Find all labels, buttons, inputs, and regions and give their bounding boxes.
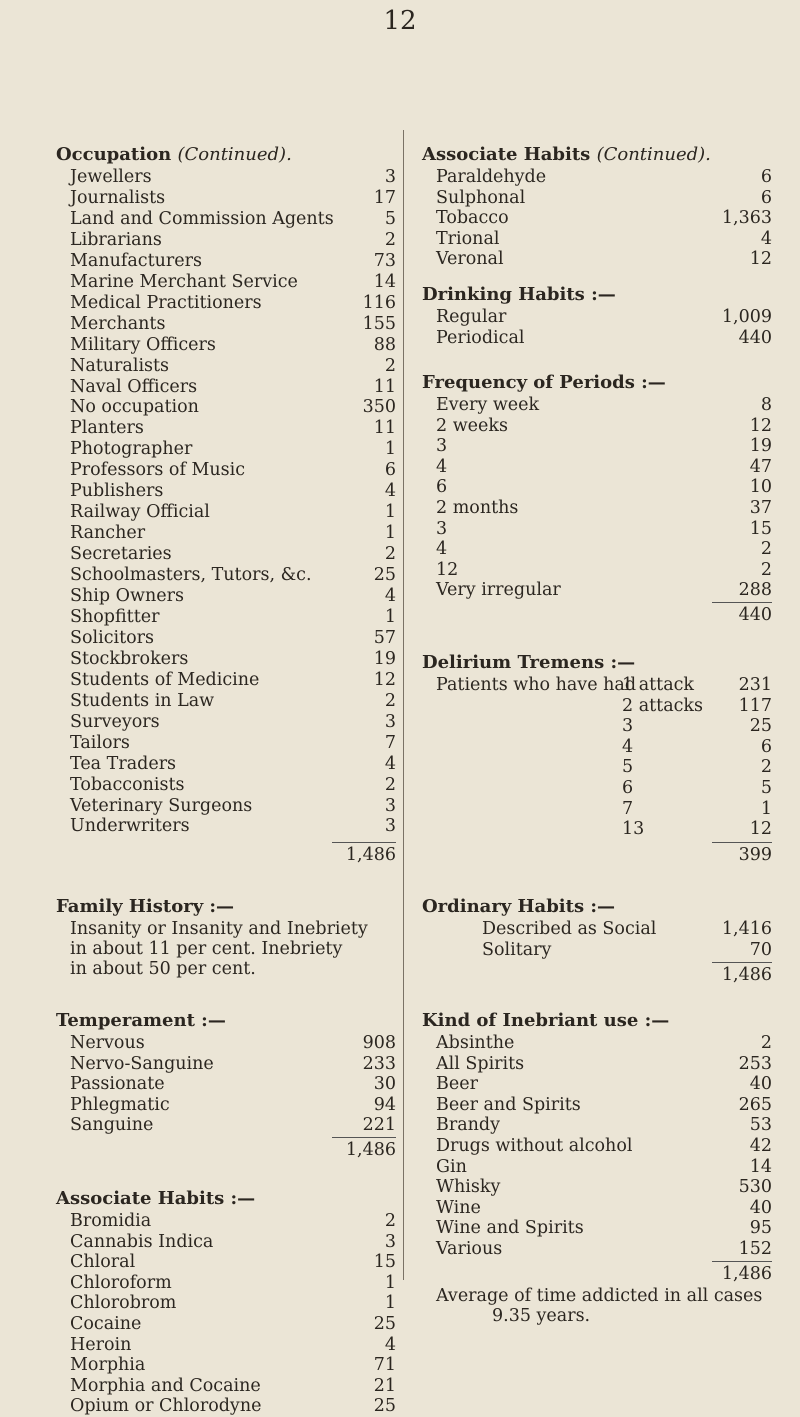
associate-habit-row xyxy=(70,1354,396,1376)
average-line: Average of time addicted in all cases xyxy=(436,1286,763,1306)
associate-habit-value: 25 xyxy=(373,1396,396,1417)
inebriant-total: 1,486 xyxy=(721,1264,772,1284)
occupation-row xyxy=(70,669,396,691)
ordinary-habit-value: 1,416 xyxy=(721,919,772,939)
delirium-row xyxy=(622,674,772,696)
occupation-label: Ship Owners xyxy=(70,586,184,606)
occupation-label: Schoolmasters, Tutors, &c. xyxy=(70,565,312,586)
temperament-total-rule xyxy=(332,1137,396,1138)
occupation-row xyxy=(70,648,396,670)
occupation-label: Naturalists xyxy=(70,355,170,376)
ordinary-habits-heading xyxy=(422,896,615,917)
occupation-row xyxy=(70,501,396,523)
occupation-label: Shopfitter xyxy=(70,606,160,627)
drinking-habits-heading-text: Drinking Habits :— xyxy=(422,284,616,305)
inebriant-label: Wine xyxy=(436,1197,481,1218)
temperament-row xyxy=(70,1114,396,1136)
occupation-row xyxy=(70,732,396,754)
inebriant-row xyxy=(436,1217,772,1239)
associate-habit-label: Trional xyxy=(436,228,500,249)
occupation-label: Tailors xyxy=(70,732,130,753)
occupation-value: 12 xyxy=(373,669,396,690)
inebriant-row xyxy=(436,1114,772,1136)
occupation-row xyxy=(70,166,396,188)
delirium-label: 5 xyxy=(622,757,634,778)
associate-habit-label: Heroin xyxy=(70,1334,132,1355)
delirium-value: 2 xyxy=(760,757,772,778)
inebriant-value: 42 xyxy=(749,1136,772,1156)
drinking-habit-value: 1,009 xyxy=(721,307,772,327)
column-divider xyxy=(403,130,404,1280)
occupation-label: Stockbrokers xyxy=(70,648,189,669)
delirium-label: 13 xyxy=(622,819,645,840)
occupation-value: 11 xyxy=(373,418,396,439)
associate-habit-row xyxy=(70,1231,396,1253)
inebriant-heading-text: Kind of Inebriant use :— xyxy=(422,1010,670,1031)
delirium-value: 5 xyxy=(760,778,772,798)
temperament-label: Passionate xyxy=(70,1074,165,1095)
delirium-total-rule xyxy=(712,842,772,843)
delirium-value: 6 xyxy=(760,736,772,757)
occupation-value: 3 xyxy=(384,167,396,187)
occupation-label: Students in Law xyxy=(70,690,215,711)
occupation-row xyxy=(70,543,396,565)
occupation-value: 3 xyxy=(384,816,396,837)
occupation-label: Tea Traders xyxy=(70,753,177,774)
frequency-total-rule xyxy=(712,602,772,603)
occupation-value: 19 xyxy=(373,648,396,669)
temperament-value: 908 xyxy=(362,1033,396,1053)
occupation-value: 2 xyxy=(384,355,396,376)
occupation-value: 350 xyxy=(362,397,396,418)
frequency-value: 19 xyxy=(749,436,772,457)
associate-habit-label: Morphia xyxy=(70,1355,146,1376)
occupation-row xyxy=(70,564,396,586)
frequency-value: 8 xyxy=(760,395,772,415)
occupation-label: Professors of Music xyxy=(70,460,246,481)
occupation-label: Military Officers xyxy=(70,334,216,355)
occupation-row xyxy=(70,208,396,230)
frequency-heading xyxy=(422,372,666,393)
delirium-row xyxy=(622,695,772,717)
occupation-row xyxy=(70,438,396,460)
ordinary-habit-value: 70 xyxy=(749,940,772,960)
associate-habit-value: 25 xyxy=(373,1314,396,1334)
associate-habit-label: Bromidia xyxy=(70,1211,152,1231)
inebriant-value: 95 xyxy=(749,1218,772,1239)
temperament-heading xyxy=(56,1010,226,1031)
occupation-row xyxy=(70,250,396,272)
delirium-heading-text: Delirium Tremens :— xyxy=(422,652,636,673)
frequency-label: 2 weeks xyxy=(436,415,508,436)
drinking-habits-heading xyxy=(422,284,616,305)
temperament-label: Nervo-Sanguine xyxy=(70,1053,214,1074)
temperament-label: Sanguine xyxy=(70,1115,154,1136)
temperament-total: 1,486 xyxy=(345,1140,396,1160)
occupation-label: Land and Commission Agents xyxy=(70,208,334,229)
inebriant-row xyxy=(436,1156,772,1178)
frequency-label: 4 xyxy=(436,456,448,477)
occupation-value: 3 xyxy=(384,711,396,732)
occupation-label: Secretaries xyxy=(70,544,172,565)
occupation-value: 2 xyxy=(384,690,396,711)
inebriant-value: 152 xyxy=(738,1239,772,1259)
associate-habit-row xyxy=(70,1251,396,1273)
delirium-heading xyxy=(422,652,635,673)
occupation-row xyxy=(70,627,396,649)
drinking-habit-row xyxy=(436,327,772,349)
delirium-label: 4 xyxy=(622,736,634,757)
occupation-row xyxy=(70,417,396,439)
frequency-label: 4 xyxy=(436,539,448,560)
delirium-value: 231 xyxy=(738,675,772,695)
frequency-row xyxy=(436,476,772,498)
temperament-row xyxy=(70,1053,396,1075)
delirium-row xyxy=(622,777,772,799)
occupation-row xyxy=(70,815,396,837)
occupation-value: 155 xyxy=(362,313,396,334)
temperament-row xyxy=(70,1032,396,1054)
inebriant-row xyxy=(436,1176,772,1198)
associate-habits-cont-heading-suffix: (Continued). xyxy=(596,144,711,165)
delirium-value: 117 xyxy=(738,695,772,716)
occupation-value: 11 xyxy=(373,376,396,397)
inebriant-label: Various xyxy=(436,1239,503,1259)
associate-habits-heading-text: Associate Habits :— xyxy=(56,1188,256,1209)
frequency-total: 440 xyxy=(738,605,772,625)
average-years: 9.35 years. xyxy=(492,1306,591,1326)
delirium-row xyxy=(622,715,772,737)
ordinary-total: 1,486 xyxy=(721,965,772,985)
occupation-value: 1 xyxy=(384,606,396,627)
frequency-row xyxy=(436,415,772,437)
frequency-label: 6 xyxy=(436,477,448,498)
occupation-row xyxy=(70,522,396,544)
temperament-label: Nervous xyxy=(70,1033,145,1053)
inebriant-row xyxy=(436,1073,772,1095)
associate-habit-value: 4 xyxy=(384,1334,396,1355)
occupation-value: 73 xyxy=(373,250,396,271)
occupation-row xyxy=(70,292,396,314)
occupation-label: Librarians xyxy=(70,229,162,250)
inebriant-row xyxy=(436,1135,772,1157)
inebriant-label: Whisky xyxy=(436,1177,501,1198)
occupation-row xyxy=(70,606,396,628)
occupation-value: 6 xyxy=(384,460,396,481)
inebriant-label: Brandy xyxy=(436,1115,501,1136)
occupation-value: 57 xyxy=(373,627,396,648)
family-history-line: in about 50 per cent. xyxy=(70,959,256,979)
delirium-label: 6 xyxy=(622,778,634,798)
delirium-value: 1 xyxy=(760,798,772,819)
delirium-value: 12 xyxy=(749,819,772,840)
frequency-row xyxy=(436,538,772,560)
frequency-label: 3 xyxy=(436,518,448,539)
occupation-row xyxy=(70,711,396,733)
associate-habit-label: Tobacco xyxy=(436,208,509,229)
inebriant-value: 40 xyxy=(749,1197,772,1218)
delirium-row xyxy=(622,736,772,758)
occupation-heading-text: Occupation xyxy=(56,144,172,165)
occupation-label: Photographer xyxy=(70,439,193,460)
occupation-label: Jewellers xyxy=(70,167,152,187)
occupation-value: 4 xyxy=(384,481,396,502)
occupation-value: 88 xyxy=(373,334,396,355)
occupation-row xyxy=(70,187,396,209)
occupation-row xyxy=(70,753,396,775)
occupation-label: Students of Medicine xyxy=(70,669,260,690)
occupation-label: Manufacturers xyxy=(70,250,202,271)
occupation-label: Solicitors xyxy=(70,627,155,648)
inebriant-label: Drugs without alcohol xyxy=(436,1136,633,1156)
occupation-label: Journalists xyxy=(70,187,166,208)
inebriant-value: 265 xyxy=(738,1094,772,1115)
occupation-row xyxy=(70,229,396,251)
occupation-value: 116 xyxy=(362,292,396,313)
ordinary-habits-heading-text: Ordinary Habits :— xyxy=(422,896,615,917)
occupation-value: 14 xyxy=(373,271,396,292)
ordinary-habit-label: Described as Social xyxy=(482,919,657,939)
occupation-value: 1 xyxy=(384,523,396,544)
associate-habit-label: Opium or Chlorodyne xyxy=(70,1396,262,1417)
frequency-label: Every week xyxy=(436,395,540,415)
occupation-label: Rancher xyxy=(70,523,146,544)
drinking-habit-row xyxy=(436,306,772,328)
delirium-prefix: Patients who have had xyxy=(436,675,637,695)
inebriant-value: 14 xyxy=(749,1156,772,1177)
associate-habit-value: 1 xyxy=(384,1272,396,1293)
occupation-label: Naval Officers xyxy=(70,376,198,397)
inebriant-total-rule xyxy=(712,1261,772,1262)
inebriant-value: 253 xyxy=(738,1053,772,1074)
associate-habit-row xyxy=(436,187,772,209)
occupation-label: Tobacconists xyxy=(70,774,185,795)
occupation-row xyxy=(70,334,396,356)
occupation-value: 1 xyxy=(384,502,396,523)
associate-habit-value: 6 xyxy=(760,167,772,187)
occupation-row xyxy=(70,313,396,335)
family-history-line: Insanity or Insanity and Inebriety xyxy=(70,919,368,939)
associate-habit-value: 15 xyxy=(373,1252,396,1273)
associate-habits-heading xyxy=(56,1188,255,1209)
occupation-value: 7 xyxy=(384,732,396,753)
frequency-row xyxy=(436,559,772,581)
occupation-total-rule xyxy=(332,842,396,843)
occupation-label: Publishers xyxy=(70,481,164,502)
associate-habit-value: 4 xyxy=(760,228,772,249)
family-history-heading xyxy=(56,896,234,917)
temperament-label: Phlegmatic xyxy=(70,1094,170,1115)
inebriant-row xyxy=(436,1032,772,1054)
frequency-value: 37 xyxy=(749,498,772,518)
occupation-value: 2 xyxy=(384,229,396,250)
ordinary-total-rule xyxy=(712,962,772,963)
family-history-line: in about 11 per cent. Inebriety xyxy=(70,939,343,959)
frequency-value: 10 xyxy=(749,477,772,498)
associate-habit-value: 6 xyxy=(760,187,772,208)
drinking-habit-label: Periodical xyxy=(436,328,525,348)
occupation-row xyxy=(70,376,396,398)
associate-habit-value: 1 xyxy=(384,1293,396,1314)
frequency-value: 47 xyxy=(749,456,772,477)
associate-habit-row xyxy=(436,166,772,188)
associate-habit-row xyxy=(70,1375,396,1397)
ordinary-habit-label: Solitary xyxy=(482,940,552,960)
frequency-label: Very irregular xyxy=(436,580,561,601)
associate-habit-row xyxy=(70,1210,396,1232)
associate-habit-label: Chloroform xyxy=(70,1272,172,1293)
associate-habit-value: 71 xyxy=(373,1355,396,1376)
frequency-row xyxy=(436,394,772,416)
associate-habit-label: Veronal xyxy=(436,249,504,270)
frequency-row xyxy=(436,435,772,457)
associate-habit-row xyxy=(70,1334,396,1356)
frequency-value: 12 xyxy=(749,415,772,436)
inebriant-row xyxy=(436,1238,772,1260)
inebriant-value: 530 xyxy=(738,1177,772,1198)
inebriant-row xyxy=(436,1197,772,1219)
occupation-label: Underwriters xyxy=(70,816,190,837)
frequency-label: 12 xyxy=(436,559,459,580)
delirium-label: 2 attacks xyxy=(622,695,704,716)
frequency-value: 2 xyxy=(760,559,772,580)
occupation-row xyxy=(70,355,396,377)
occupation-heading-suffix: (Continued). xyxy=(177,144,292,165)
occupation-label: Planters xyxy=(70,418,144,439)
occupation-label: Veterinary Surgeons xyxy=(70,795,253,816)
occupation-label: Marine Merchant Service xyxy=(70,271,298,292)
inebriant-heading xyxy=(422,1010,669,1031)
associate-habit-row xyxy=(70,1272,396,1294)
temperament-value: 30 xyxy=(373,1074,396,1095)
occupation-total: 1,486 xyxy=(345,845,396,865)
occupation-value: 4 xyxy=(384,753,396,774)
occupation-value: 4 xyxy=(384,586,396,606)
associate-habit-row xyxy=(70,1395,396,1417)
delirium-row xyxy=(622,756,772,778)
associate-habit-value: 1,363 xyxy=(721,208,772,229)
occupation-value: 2 xyxy=(384,544,396,565)
frequency-row xyxy=(436,497,772,519)
associate-habit-row xyxy=(70,1292,396,1314)
frequency-row xyxy=(436,579,772,601)
frequency-row xyxy=(436,518,772,540)
frequency-label: 2 months xyxy=(436,498,519,518)
associate-habit-label: Chlorobrom xyxy=(70,1293,177,1314)
inebriant-label: Wine and Spirits xyxy=(436,1218,584,1239)
occupation-value: 5 xyxy=(384,208,396,229)
delirium-label: 7 xyxy=(622,798,634,819)
inebriant-label: Beer xyxy=(436,1074,478,1095)
family-history-heading-text: Family History :— xyxy=(56,896,235,917)
inebriant-label: Absinthe xyxy=(436,1033,515,1053)
occupation-row xyxy=(70,774,396,796)
associate-habits-cont-heading-text: Associate Habits xyxy=(422,144,591,165)
occupation-row xyxy=(70,795,396,817)
occupation-heading xyxy=(56,144,292,165)
associate-habit-label: Morphia and Cocaine xyxy=(70,1375,261,1396)
inebriant-label: Beer and Spirits xyxy=(436,1094,581,1115)
associate-habit-row xyxy=(436,207,772,229)
associate-habit-value: 21 xyxy=(373,1375,396,1396)
temperament-row xyxy=(70,1073,396,1095)
associate-habit-row xyxy=(436,228,772,250)
frequency-heading-text: Frequency of Periods :— xyxy=(422,372,666,393)
occupation-row xyxy=(70,271,396,293)
temperament-heading-text: Temperament :— xyxy=(56,1010,226,1031)
occupation-row xyxy=(70,459,396,481)
inebriant-value: 40 xyxy=(749,1074,772,1095)
delirium-total: 399 xyxy=(738,845,772,865)
drinking-habit-label: Regular xyxy=(436,307,507,327)
occupation-row xyxy=(70,480,396,502)
inebriant-label: All Spirits xyxy=(436,1053,525,1074)
inebriant-value: 53 xyxy=(749,1115,772,1136)
frequency-value: 15 xyxy=(749,518,772,539)
inebriant-label: Gin xyxy=(436,1156,467,1177)
delirium-label: 3 xyxy=(622,716,634,737)
occupation-label: Medical Practitioners xyxy=(70,292,262,313)
delirium-row xyxy=(622,818,772,840)
associate-habit-label: Sulphonal xyxy=(436,187,526,208)
frequency-value: 2 xyxy=(760,539,772,560)
occupation-value: 2 xyxy=(384,774,396,795)
associate-habits-cont-heading xyxy=(422,144,711,165)
occupation-value: 17 xyxy=(373,187,396,208)
occupation-row xyxy=(70,690,396,712)
occupation-value: 25 xyxy=(373,565,396,586)
occupation-label: Merchants xyxy=(70,313,166,334)
occupation-value: 1 xyxy=(384,439,396,460)
delirium-value: 25 xyxy=(749,716,772,737)
frequency-value: 288 xyxy=(738,580,772,601)
occupation-label: Surveyors xyxy=(70,711,160,732)
delirium-row xyxy=(622,798,772,820)
temperament-row xyxy=(70,1094,396,1116)
delirium-label: 1 attack xyxy=(622,675,695,695)
associate-habit-label: Cannabis Indica xyxy=(70,1231,214,1252)
occupation-row xyxy=(70,585,396,607)
inebriant-value: 2 xyxy=(760,1033,772,1053)
associate-habit-row xyxy=(436,248,772,270)
page-number: 12 xyxy=(383,6,417,36)
occupation-value: 3 xyxy=(384,795,396,816)
frequency-row xyxy=(436,456,772,478)
occupation-label: No occupation xyxy=(70,397,199,418)
temperament-value: 221 xyxy=(362,1115,396,1136)
associate-habit-value: 2 xyxy=(384,1211,396,1231)
inebriant-row xyxy=(436,1094,772,1116)
temperament-value: 94 xyxy=(373,1094,396,1115)
associate-habit-value: 3 xyxy=(384,1231,396,1252)
associate-habit-value: 12 xyxy=(749,249,772,270)
occupation-row xyxy=(70,396,396,418)
frequency-label: 3 xyxy=(436,436,448,457)
drinking-habit-value: 440 xyxy=(738,328,772,348)
inebriant-row xyxy=(436,1053,772,1075)
associate-habit-label: Chloral xyxy=(70,1252,136,1273)
occupation-label: Railway Official xyxy=(70,502,210,523)
temperament-value: 233 xyxy=(362,1053,396,1074)
associate-habit-label: Cocaine xyxy=(70,1314,142,1334)
associate-habit-label: Paraldehyde xyxy=(436,167,547,187)
ordinary-habit-row xyxy=(482,939,772,961)
ordinary-habit-row xyxy=(482,918,772,940)
